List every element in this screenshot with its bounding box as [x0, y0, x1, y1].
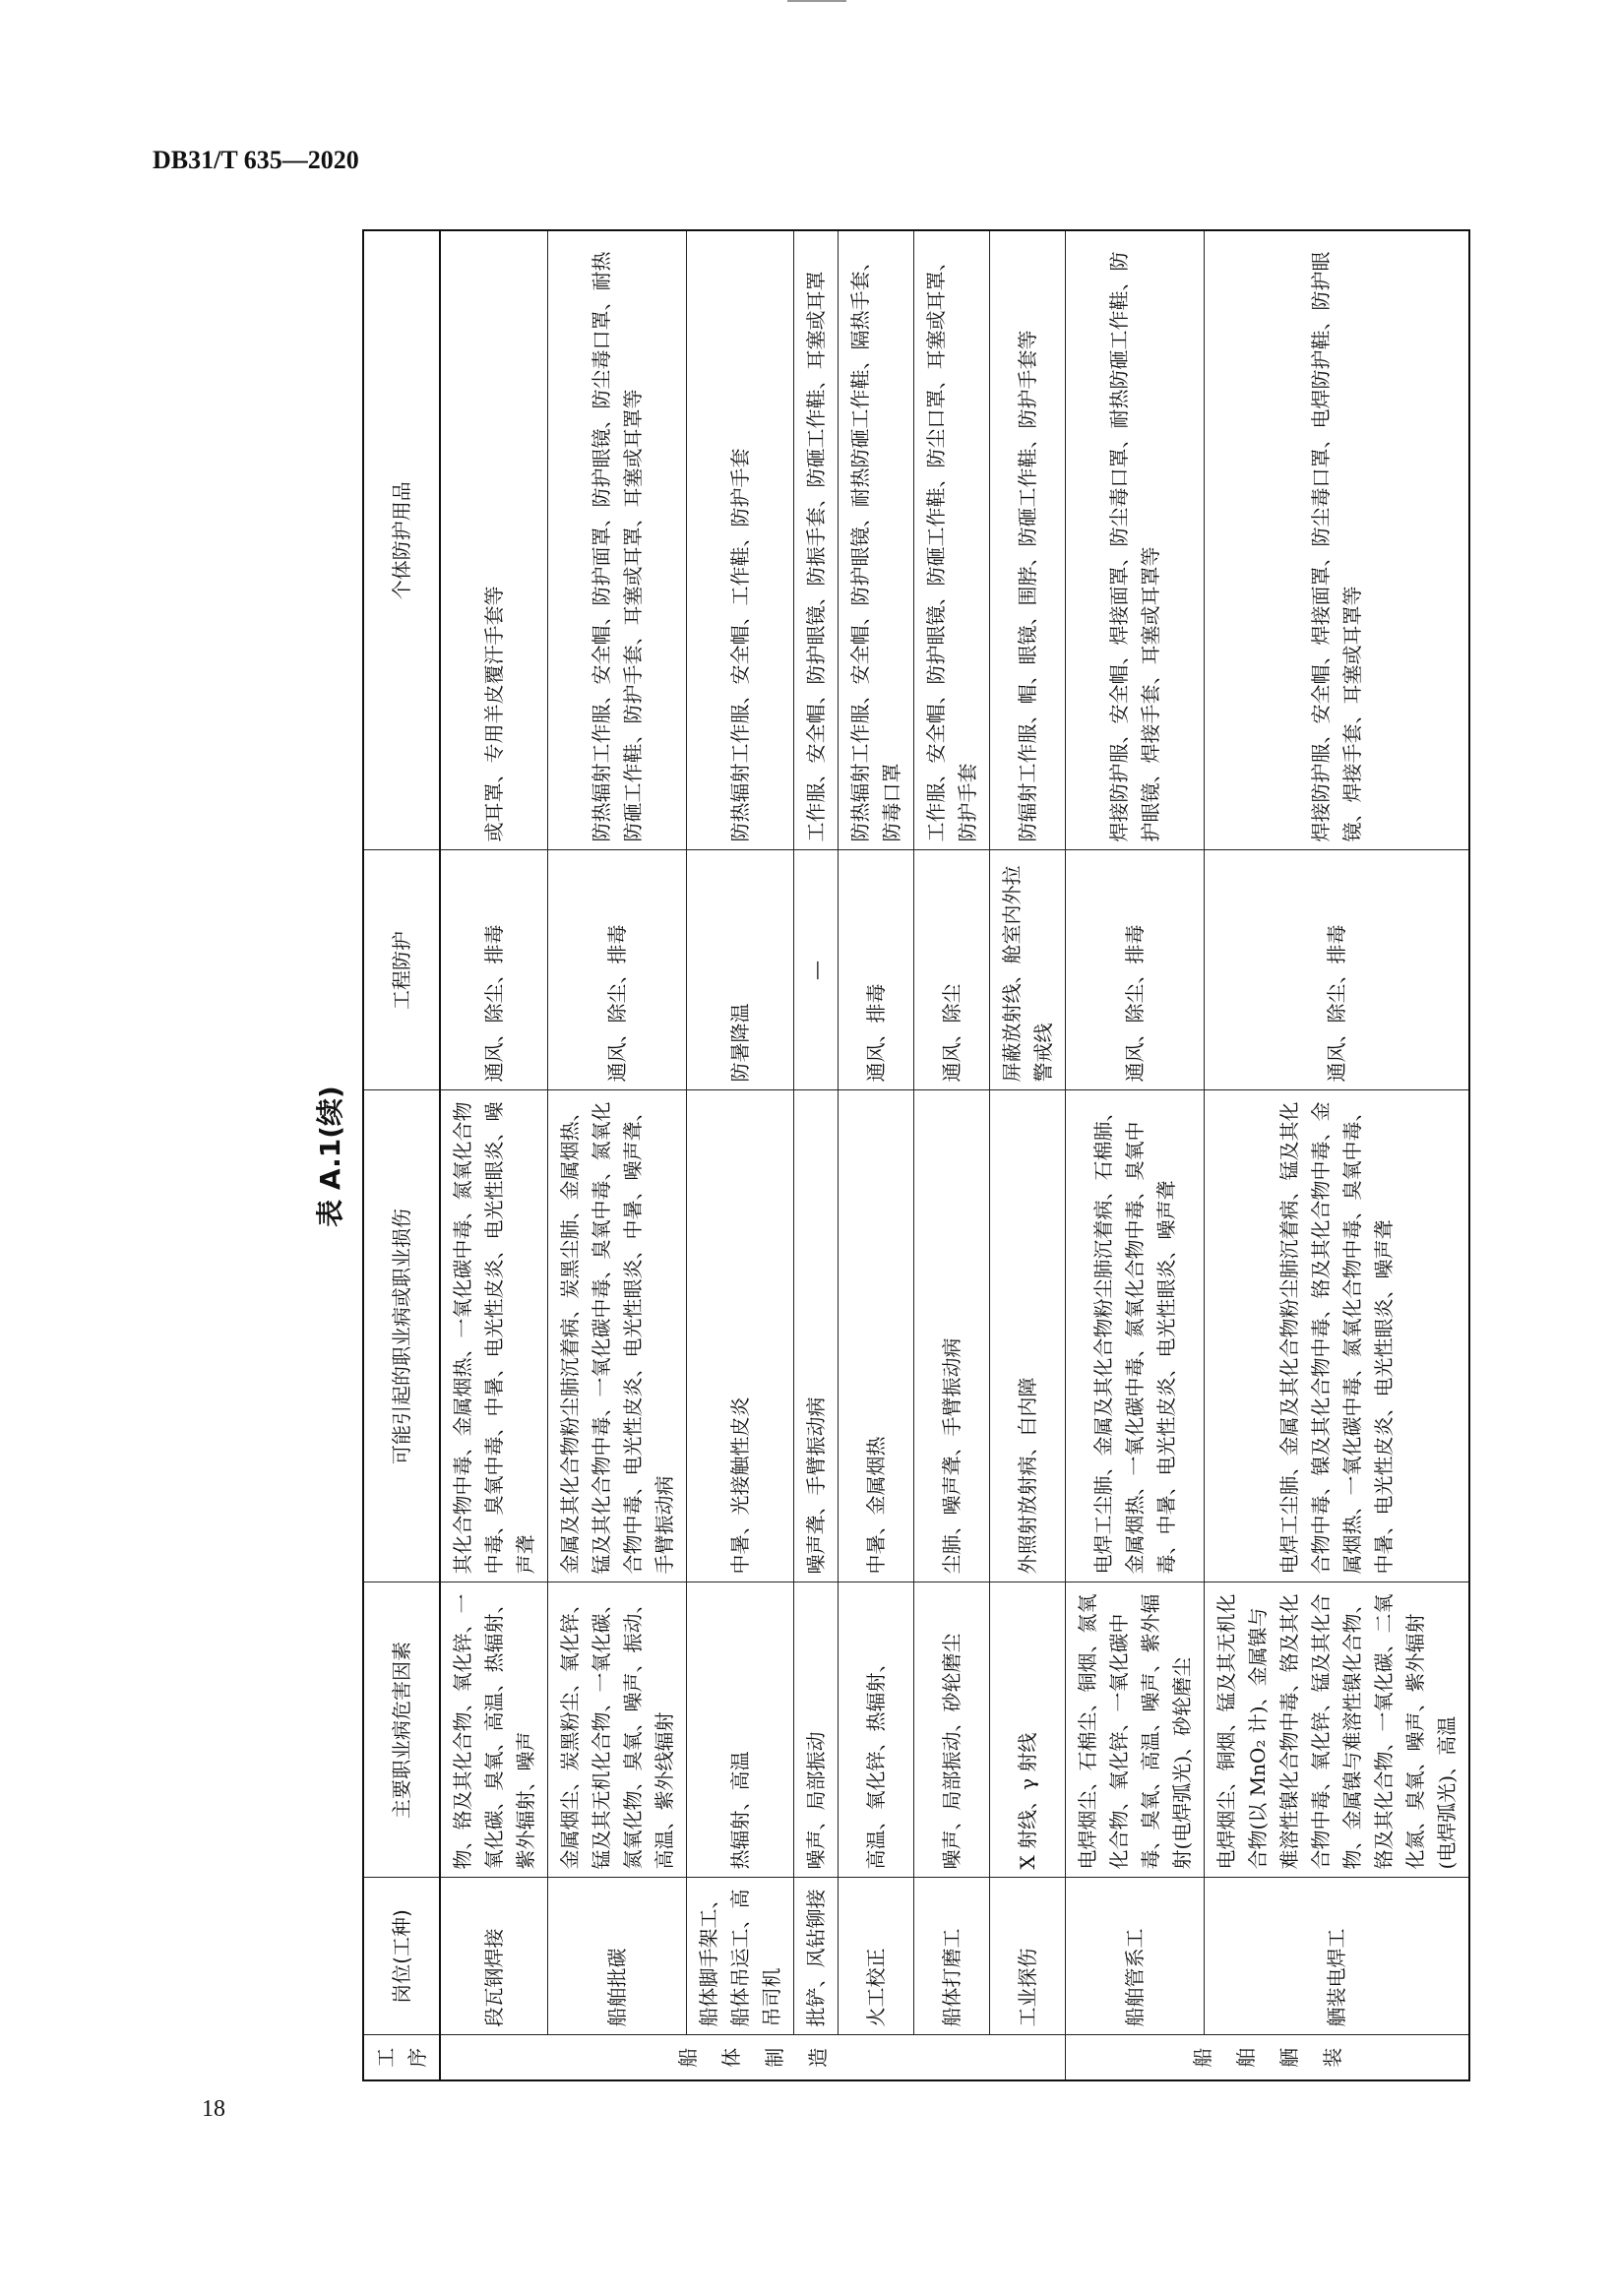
table-row [687, 230, 794, 2080]
column-header: 工序 [363, 2035, 440, 2080]
page-number: 18 [202, 2096, 225, 2122]
table-title: 表 A.1(续) [314, 1086, 346, 1227]
table-row [1066, 230, 1205, 2080]
post-cell: 船体脚手架工、船体吊运工、高吊司机 [687, 1878, 794, 2035]
post-cell: 舾装电焊工 [1205, 1878, 1470, 2035]
column-header: 主要职业病危害因素 [363, 1582, 440, 1878]
diseases-cell: 中暑、金属烟热 [839, 1090, 914, 1582]
ppe-cell: 防辐射工作服、帽、眼镜、围脖、防砸工作鞋、防护手套等 [990, 230, 1066, 850]
hazards-cell: 电焊烟尘、铜烟、锰及其无机化合物(以 MnO₂ 计)、金属镍与难溶性镍化合物中毒、铬及其化合物中毒、氧化锌、锰及其化合物、金属镍与难溶性镍化合物、铬及其化合物、一氧化碳、二氧化氮、臭氧、噪声、紫外辐射(电焊弧光)、高温 [1205, 1582, 1470, 1878]
diseases-cell: 金属及其化合物粉尘肺沉着病、炭黑尘肺、金属烟热、锰及其化合物中毒、一氧化碳中毒、臭氧中毒、氮氧化合物中毒、电光性皮炎、电光性眼炎、中暑、噪声聋、手臂振动病 [548, 1090, 687, 1582]
hazards-cell: 噪声、局部振动 [794, 1582, 839, 1878]
engineering-cell: 通风、排毒 [839, 850, 914, 1090]
ppe-cell: 焊接防护服、安全帽、焊接面罩、防尘毒口罩、耐热防砸工作鞋、防护眼镜、焊接手套、耳塞或耳罩等 [1066, 230, 1205, 850]
column-header: 岗位(工种) [363, 1878, 440, 2035]
standard-code: DB31/T 635—2020 [153, 146, 359, 174]
process-char: 船 [676, 2047, 700, 2068]
engineering-cell: 通风、除尘 [914, 850, 990, 1090]
ppe-cell: 工作服、安全帽、防护眼镜、防砸工作鞋、防尘口罩、耳塞或耳罩、防护手套 [914, 230, 990, 850]
ppe-cell: 防热辐射工作服、安全帽、工作鞋、防护手套 [687, 230, 794, 850]
diseases-cell: 外照射放射病、白内障 [990, 1090, 1066, 1582]
hazards-cell: X 射线、γ 射线 [990, 1582, 1066, 1878]
post-cell: 段瓦钢焊接 [440, 1878, 548, 2035]
rotated-table-page [299, 231, 1559, 2081]
table-header-row [363, 230, 440, 2080]
ppe-cell: 防热辐射工作服、安全帽、防护眼镜、耐热防砸工作鞋、隔热手套、防毒口罩 [839, 230, 914, 850]
diseases-cell: 中暑、光接触性皮炎 [687, 1090, 794, 1582]
hazard-table [362, 229, 1470, 2081]
column-header: 可能引起的职业病或职业损伤 [363, 1090, 440, 1582]
ppe-cell: 防热辐射工作服、安全帽、防护面罩、防护眼镜、防尘毒口罩、耐热防砸工作鞋、防护手套、耳塞或耳罩、耳塞或耳罩等 [548, 230, 687, 850]
hazards-cell: 热辐射、高温 [687, 1582, 794, 1878]
diseases-cell: 电焊工尘肺、金属及其化合物粉尘肺沉着病、石棉肺、金属烟热、一氧化碳中毒、氮氧化合物中毒、臭氧中毒、中暑、电光性皮炎、电光性眼炎、噪声聋 [1066, 1090, 1205, 1582]
table-row [839, 230, 914, 2080]
post-cell: 船体打磨工 [914, 1878, 990, 2035]
engineering-cell: 通风、除尘、排毒 [440, 850, 548, 1090]
process-cell [1066, 2035, 1470, 2080]
post-cell: 工业探伤 [990, 1878, 1066, 2035]
hazards-cell: 噪声、局部振动、砂轮磨尘 [914, 1582, 990, 1878]
process-char: 体 [719, 2047, 743, 2068]
table-row [794, 230, 839, 2080]
table-row [440, 230, 548, 2080]
table-row [548, 230, 687, 2080]
post-cell: 批铲、风钻铆接 [794, 1878, 839, 2035]
diseases-cell: 电焊工尘肺、金属及其化合物粉尘肺沉着病、锰及其化合物中毒、镍及其化合物中毒、铬及其化合物中毒、金属烟热、一氧化碳中毒、氮氧化合物中毒、臭氧中毒、中暑、电光性皮炎、电光性眼炎、噪声聋 [1205, 1090, 1470, 1582]
post-cell: 火工校正 [839, 1878, 914, 2035]
ppe-cell: 工作服、安全帽、防护眼镜、防振手套、防砸工作鞋、耳塞或耳罩 [794, 230, 839, 850]
column-header: 工程防护 [363, 850, 440, 1090]
process-char: 制 [763, 2047, 786, 2068]
diseases-cell: 噪声聋、手臂振动病 [794, 1090, 839, 1582]
engineering-cell: — [794, 850, 839, 1090]
process-char: 舾 [1276, 2047, 1301, 2068]
engineering-cell: 防暑降温 [687, 850, 794, 1090]
process-char: 装 [1320, 2047, 1344, 2068]
column-header: 个体防护用品 [363, 230, 440, 850]
post-cell: 船舶批碳 [548, 1878, 687, 2035]
table-row [914, 230, 990, 2080]
post-cell: 船舶管系工 [1066, 1878, 1205, 2035]
ppe-cell: 或耳罩、专用羊皮覆汗手套等 [440, 230, 548, 850]
diseases-cell: 其化合物中毒、金属烟热、一氧化碳中毒、氮氧化合物中毒、臭氧中毒、中暑、电光性皮炎、电光性眼炎、噪声聋 [440, 1090, 548, 1582]
hazards-cell: 电焊烟尘、石棉尘、铜烟、氮氧化合物、氧化锌、一氧化碳中毒、臭氧、高温、噪声、紫外辐射(电焊弧光)、砂轮磨尘 [1066, 1582, 1205, 1878]
process-char: 船 [1190, 2047, 1214, 2068]
process-char: 舶 [1233, 2047, 1258, 2068]
top-decor-line [787, 0, 846, 2]
hazards-cell: 金属烟尘、炭黑粉尘、氧化锌、锰及其无机化合物、一氧化碳、氮氧化物、臭氧、噪声、振动、高温、紫外线辐射 [548, 1582, 687, 1878]
diseases-cell: 尘肺、噪声聋、手臂振动病 [914, 1090, 990, 1582]
engineering-cell: 通风、除尘、排毒 [1205, 850, 1470, 1090]
table-row [1205, 230, 1470, 2080]
hazards-cell: 物、铬及其化合物、氧化锌、一氧化碳、臭氧、高温、热辐射、紫外辐射、噪声 [440, 1582, 548, 1878]
process-cell [440, 2035, 1066, 2080]
engineering-cell: 屏蔽放射线、舱室内外拉警戒线 [990, 850, 1066, 1090]
table-row [990, 230, 1066, 2080]
process-char: 造 [806, 2047, 830, 2068]
engineering-cell: 通风、除尘、排毒 [548, 850, 687, 1090]
engineering-cell: 通风、除尘、排毒 [1066, 850, 1205, 1090]
hazards-cell: 高温、氧化锌、热辐射、 [839, 1582, 914, 1878]
ppe-cell: 焊接防护服、安全帽、焊接面罩、防尘毒口罩、电焊防护鞋、防护眼镜、焊接手套、耳塞或耳罩等 [1205, 230, 1470, 850]
